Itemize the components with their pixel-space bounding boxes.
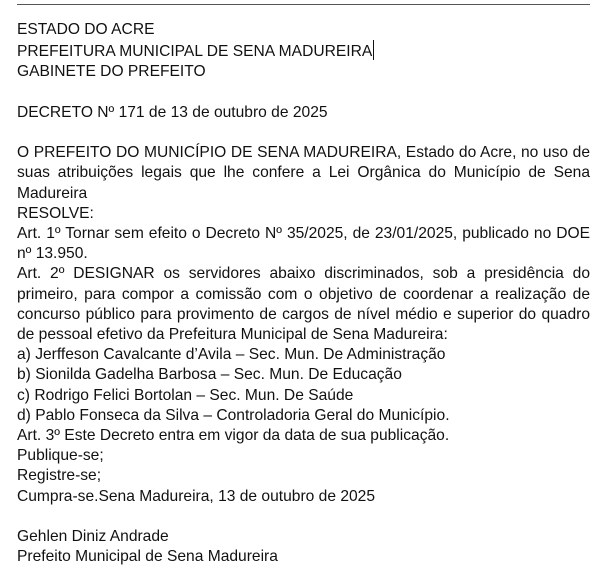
signature-name: Gehlen Diniz Andrade bbox=[17, 528, 169, 546]
header-state: ESTADO DO ACRE bbox=[17, 21, 155, 38]
spacer bbox=[17, 123, 590, 143]
article-2: Art. 2º DESIGNAR os servidores abaixo discriminados, sob a presidência do primeiro, para compor a comissão com o objetivo de coordenar a realização de concurso público para provimento de cargos de nível médio e superior do quadro de pessoal efetivo da Prefeitura Municipal de Sena Madureira: bbox=[17, 265, 590, 344]
closing-publique: Publique-se; bbox=[17, 447, 104, 465]
member-item: a) Jerffeson Cavalcante d’Avila – Sec. Mun. De Administração bbox=[17, 346, 446, 364]
article-3: Art. 3º Este Decreto entra em vigor da data de sua publicação. bbox=[17, 427, 450, 445]
spacer bbox=[17, 507, 590, 527]
header-office: GABINETE DO PREFEITO bbox=[17, 63, 206, 81]
spacer bbox=[17, 83, 590, 103]
closing-registre: Registre-se; bbox=[17, 467, 102, 485]
signature-title: Prefeito Municipal de Sena Madureira bbox=[17, 548, 278, 566]
header-municipality: PREFEITURA MUNICIPAL DE SENA MADUREIRA bbox=[17, 43, 373, 61]
article-1: Art. 1º Tornar sem efeito o Decreto Nº 35/2025, de 23/01/2025, publicado no DOE nº 13.950. bbox=[17, 225, 590, 263]
member-item: c) Rodrigo Felici Bortolan – Sec. Mun. De Saúde bbox=[17, 386, 354, 404]
preamble: O PREFEITO DO MUNICÍPIO DE SENA MADUREIRA, Estado do Acre, no uso de suas atribuições legais que lhe confere a Lei Orgânica do Município de Sena Madureira bbox=[17, 144, 590, 202]
header-municipality-line bbox=[17, 40, 590, 62]
text-cursor bbox=[373, 40, 374, 60]
decree-document bbox=[17, 20, 590, 567]
member-item: d) Pablo Fonseca da Silva – Controladoria Geral do Município. bbox=[17, 406, 450, 424]
decree-title: DECRETO Nº 171 de 13 de outubro de 2025 bbox=[17, 103, 328, 121]
resolve-heading: RESOLVE: bbox=[17, 204, 94, 222]
closing-cumpra-date: Cumpra-se.Sena Madureira, 13 de outubro de 2025 bbox=[17, 487, 376, 505]
top-rule bbox=[17, 4, 590, 5]
member-item: b) Sionilda Gadelha Barbosa – Sec. Mun. De Educação bbox=[17, 366, 402, 384]
